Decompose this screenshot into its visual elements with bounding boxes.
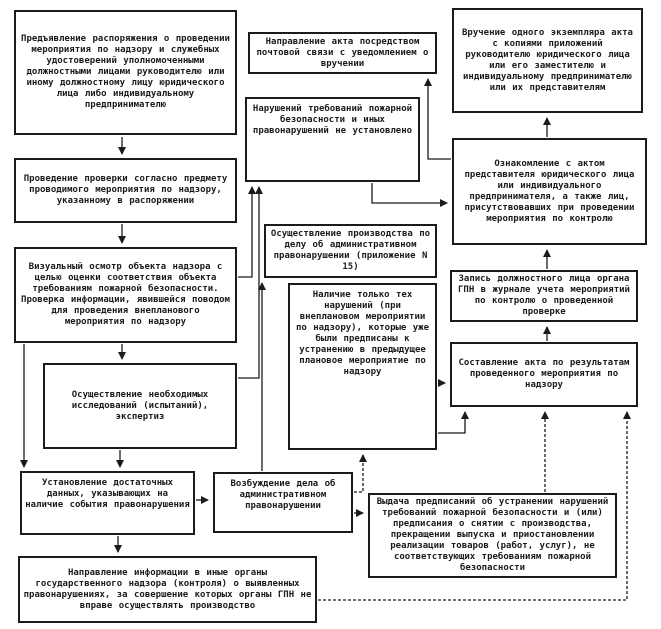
node-no-violations-found: Нарушений требований пожарной безопасности и иных правонарушений не установлено — [245, 97, 420, 182]
node-present-order: Предъявление распоряжения о проведении мероприятия по надзору и служебных удостоверений уполномоченными должностными лицами руководителю или иному должностному лицу юридического лица либо индивидуальному предпринимателю — [14, 10, 237, 135]
node-forward-information: Направление информации в иные органы государственного надзора (контроля) о выявленных правонарушениях, за совершение которых органы ГПН не вправе осуществлять производство — [18, 556, 317, 623]
node-visual-examination: Визуальный осмотр объекта надзора с целью оценки соответствия объекта требованиям пожарной безопасности. Проверка информации, явившейся поводом для проведения внепланового мероприятия по надзору — [14, 247, 237, 343]
arrow-r2-m1 — [428, 79, 451, 159]
node-send-act-by-mail: Направление акта посредством почтовой связи с уведомлением о вручении — [248, 32, 437, 74]
node-establish-evidence: Установление достаточных данных, указывающих на наличие события правонарушения — [20, 471, 195, 535]
arrow-m5-m4 — [354, 455, 363, 492]
node-initiate-case: Возбуждение дела об административном правонарушении — [213, 472, 353, 533]
node-issue-orders: Выдача предписаний об устранении нарушений требований пожарной безопасности и (или) предписания о снятии с производства, прекращении выпуска и приостановлении реализации товаров (работ, услуг), не соответствующих требованиям пожарной безопасности — [368, 493, 617, 578]
node-familiarize-with-act: Ознакомление с актом представителя юридического лица или индивидуального предпринимателя, а также лиц, присутствовавших при проведении мероприятия по контролю — [452, 138, 647, 245]
node-repeat-violations-only: Наличие только тех нарушений (при внеплановом мероприятии по надзору), которые уже были предписаны к устранению в предыдущее плановое мероприятие по надзору — [288, 283, 437, 450]
arrow-l3-m2 — [238, 187, 252, 277]
node-compose-act: Составление акта по результатам проведенного мероприятия по надзору — [450, 342, 638, 407]
node-research-expertise: Осуществление необходимых исследований (испытаний), экспертиз — [43, 363, 237, 449]
node-conduct-inspection: Проведение проверки согласно предмету проводимого мероприятия по надзору, указанному в распоряжении — [14, 158, 237, 223]
arrow-m4-r4-bottom — [438, 412, 465, 433]
node-hand-over-act-copy: Вручение одного экземпляра акта с копиями приложений руководителю юридического лица или его заместителю и индивидуальному предпринимателю или их представителям — [452, 8, 643, 113]
arrow-m2-r2 — [372, 183, 447, 203]
node-administrative-proceedings: Осуществление производства по делу об административном правонарушении (приложение N 15) — [264, 224, 437, 278]
node-journal-record: Запись должностного лица органа ГПН в журнале учета мероприятий по контролю о проведенной проверке — [450, 270, 638, 322]
arrow-l4-m2 — [238, 187, 259, 378]
